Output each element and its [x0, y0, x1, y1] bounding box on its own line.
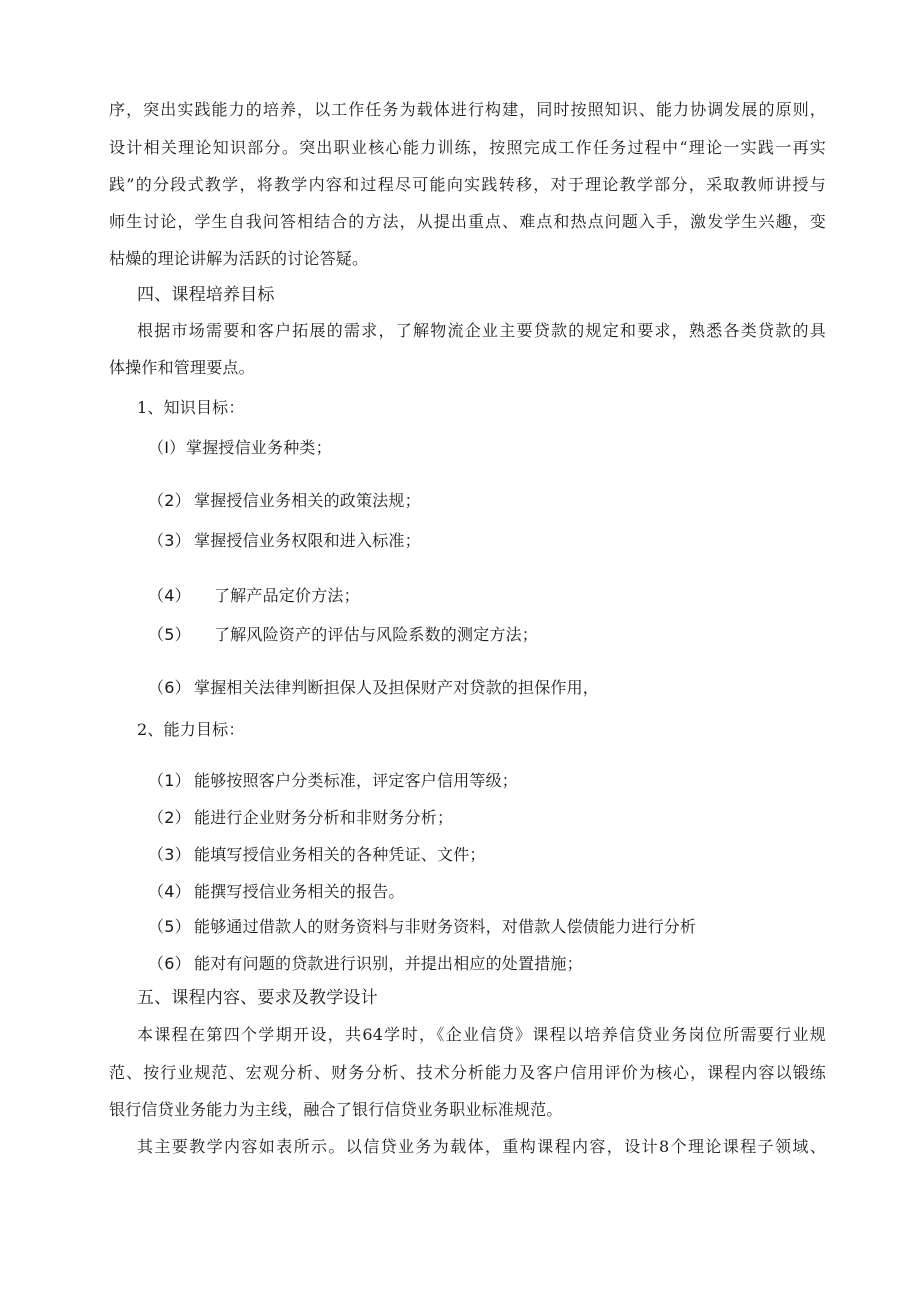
- item-number: （3）: [148, 845, 191, 864]
- item-number: （5）: [148, 625, 191, 644]
- ability-item: [148, 845, 486, 865]
- item-text: 了解风险资产的评估与风险系数的测定方法；: [214, 625, 539, 644]
- item-text: 掌握授信业务权限和进入标准；: [194, 531, 421, 550]
- item-text: 能对有问题的贷款进行识别，并提出相应的处置措施；: [194, 954, 583, 973]
- ability-item: [148, 808, 453, 828]
- paragraph-line: 其主要教学内容如表所示。以信贷业务为载体，重构课程内容，设计8个理论课程子领域、: [137, 1137, 826, 1156]
- paragraph-line: 师生讨论，学生自我问答相结合的方法，从提出重点、难点和热点问题入手，激发学生兴趣，变: [109, 212, 826, 231]
- item-text: 掌握相关法律判断担保人及担保财产对贷款的担保作用，: [194, 678, 600, 697]
- knowledge-item: [148, 586, 360, 606]
- knowledge-item: [148, 438, 332, 458]
- intro-line: 根据市场需要和客户拓展的需求，了解物流企业主要贷款的规定和要求，熟悉各类贷款的具: [137, 321, 826, 340]
- item-number: （5）: [148, 917, 191, 936]
- knowledge-title: 1、知识目标：: [137, 398, 245, 417]
- item-number: （6）: [148, 678, 191, 697]
- item-number: （4）: [148, 586, 191, 605]
- section-heading: 五、课程内容、要求及教学设计: [137, 988, 378, 1008]
- ability-item: [148, 771, 518, 791]
- item-number: （4）: [148, 882, 191, 901]
- section-heading: 四、课程培养目标: [137, 285, 275, 305]
- paragraph-line: 设计相关理论知识部分。突出职业核心能力训练，按照完成工作任务过程中“理论一实践一再实: [109, 138, 826, 157]
- item-text: 掌握授信业务种类；: [186, 438, 332, 457]
- item-number: （I）: [148, 438, 186, 457]
- item-text: 能填写授信业务相关的各种凭证、文件；: [194, 845, 486, 864]
- ability-item: [148, 882, 405, 902]
- paragraph-line: 践”的分段式教学，将教学内容和过程尽可能向实践转移，对于理论教学部分，采取教师讲授与: [109, 175, 826, 194]
- item-text: 能撰写授信业务相关的报告。: [194, 882, 405, 901]
- item-number: （1）: [148, 771, 191, 790]
- paragraph-line-last: 银行信贷业务能力为主线，融合了银行信贷业务职业标准规范。: [109, 1100, 563, 1119]
- item-text: 了解产品定价方法；: [214, 586, 360, 605]
- paragraph-line: 范、按行业规范、宏观分析、财务分析、技术分析能力及客户信用评价为核心，课程内容以锻练: [109, 1063, 826, 1082]
- item-number: （3）: [148, 531, 191, 550]
- item-number: （2）: [148, 808, 191, 827]
- knowledge-item: [148, 531, 421, 551]
- item-text: 能够通过借款人的财务资料与非财务资料，对借款人偿债能力进行分析: [194, 917, 697, 936]
- item-number: （6）: [148, 954, 191, 973]
- knowledge-item: [148, 491, 421, 511]
- item-number: （2）: [148, 491, 191, 510]
- item-text: 掌握授信业务相关的政策法规；: [194, 491, 421, 510]
- ability-item: [148, 917, 696, 937]
- ability-title: 2、能力目标：: [137, 720, 245, 739]
- paragraph-line: 本课程在第四个学期开设，共64学时，《企业信贷》课程以培养信贷业务岗位所需要行业规: [137, 1025, 826, 1044]
- knowledge-item: [148, 678, 599, 698]
- knowledge-item: [148, 625, 538, 645]
- paragraph-line-last: 枯燥的理论讲解为活跃的讨论答疑。: [109, 249, 369, 268]
- item-text: 能够按照客户分类标准，评定客户信用等级；: [194, 771, 519, 790]
- paragraph-line: 序，突出实践能力的培养，以工作任务为载体进行构建，同时按照知识、能力协调发展的原则，: [109, 100, 826, 119]
- item-text: 能进行企业财务分析和非财务分析；: [194, 808, 454, 827]
- ability-item: [148, 954, 583, 974]
- intro-line-last: 体操作和管理要点。: [109, 358, 255, 377]
